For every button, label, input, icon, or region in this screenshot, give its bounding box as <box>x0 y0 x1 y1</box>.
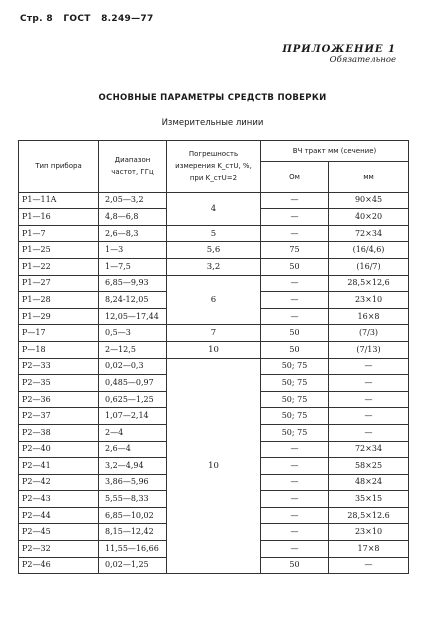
frequency-range-cell: 8,15—12,42 <box>99 524 167 541</box>
device-type-cell: P2—43 <box>19 491 99 508</box>
measurement-error-cell: 10 <box>167 341 261 358</box>
frequency-range-cell: 3,2—4,94 <box>99 458 167 475</box>
page-header <box>20 14 161 24</box>
frequency-range-cell: 2,6—8,3 <box>99 225 167 242</box>
mm-cell: 90×45 <box>329 192 409 209</box>
mm-cell: (7/3) <box>329 325 409 342</box>
device-type-cell: P2—32 <box>19 541 99 558</box>
mm-cell: 17×8 <box>329 541 409 558</box>
frequency-range-cell: 3,86—5,96 <box>99 474 167 491</box>
device-type-cell: P2—38 <box>19 424 99 441</box>
mm-cell: 48×24 <box>329 474 409 491</box>
frequency-range-cell: 11,55—16,66 <box>99 541 167 558</box>
mm-cell: 28,5×12,6 <box>329 275 409 292</box>
device-type-cell: P—17 <box>19 325 99 342</box>
device-type-cell: P1—28 <box>19 292 99 309</box>
mm-cell: 23×10 <box>329 524 409 541</box>
mm-cell: — <box>329 408 409 425</box>
mm-cell: — <box>329 391 409 408</box>
ohm-cell: — <box>261 292 329 309</box>
frequency-range-cell: 6,85—10,02 <box>99 507 167 524</box>
device-type-cell: P2—33 <box>19 358 99 375</box>
measurement-error-cell: 6 <box>167 275 261 325</box>
ohm-cell: — <box>261 541 329 558</box>
table-row <box>19 192 409 209</box>
measurement-error-cell: 3,2 <box>167 258 261 275</box>
table-row <box>19 258 409 275</box>
device-type-cell: P2—41 <box>19 458 99 475</box>
table-row <box>19 325 409 342</box>
device-type-cell: P2—40 <box>19 441 99 458</box>
ohm-cell: — <box>261 441 329 458</box>
ohm-cell: 50 <box>261 325 329 342</box>
mm-cell: — <box>329 557 409 574</box>
device-type-cell: P2—36 <box>19 391 99 408</box>
table-row <box>19 242 409 259</box>
device-type-cell: P1—27 <box>19 275 99 292</box>
measurement-error-cell: 5 <box>167 225 261 242</box>
device-type-cell: P—18 <box>19 341 99 358</box>
measurement-error-cell: 10 <box>167 358 261 574</box>
frequency-range-cell: 2,05—3,2 <box>99 192 167 209</box>
device-type-cell: P1—11A <box>19 192 99 209</box>
mm-cell: (16/4,6) <box>329 242 409 259</box>
frequency-range-cell: 0,485—0,97 <box>99 375 167 392</box>
mm-cell: 23×10 <box>329 292 409 309</box>
ohm-cell: — <box>261 458 329 475</box>
frequency-range-cell: 0,5—3 <box>99 325 167 342</box>
mm-cell: (16/7) <box>329 258 409 275</box>
appendix-title: ПРИЛОЖЕНИЕ 1 <box>282 44 396 55</box>
ohm-cell: 50 <box>261 341 329 358</box>
section-subtitle: Измерительные линии <box>161 118 264 128</box>
measurement-error-cell: 4 <box>167 192 261 225</box>
document-title: ОСНОВНЫЕ ПАРАМЕТРЫ СРЕДСТВ ПОВЕРКИ <box>98 93 327 103</box>
header-rf-path: ВЧ тракт мм (сечение) <box>261 141 409 162</box>
device-type-cell: P1—16 <box>19 209 99 226</box>
appendix-subtitle: Обязательное <box>329 55 396 65</box>
device-type-cell: P2—44 <box>19 507 99 524</box>
device-type-cell: P1—25 <box>19 242 99 259</box>
mm-cell: 58×25 <box>329 458 409 475</box>
header-ohm: Ом <box>261 161 329 192</box>
frequency-range-cell: 1—3 <box>99 242 167 259</box>
device-type-cell: P1—22 <box>19 258 99 275</box>
header-device-type: Тип прибора <box>19 141 99 193</box>
ohm-cell: 75 <box>261 242 329 259</box>
frequency-range-cell: 0,02—0,3 <box>99 358 167 375</box>
measurement-error-cell: 5,6 <box>167 242 261 259</box>
frequency-range-cell: 1,07—2,14 <box>99 408 167 425</box>
mm-cell: — <box>329 358 409 375</box>
table-row <box>19 358 409 375</box>
ohm-cell: 50; 75 <box>261 358 329 375</box>
ohm-cell: 50 <box>261 258 329 275</box>
standard-number: 8.249—77 <box>101 14 154 24</box>
ohm-cell: — <box>261 275 329 292</box>
frequency-range-cell: 12,05—17,44 <box>99 308 167 325</box>
standard-label: ГОСТ <box>63 14 91 24</box>
header-frequency-range: Диапазон частот, ГГц <box>99 141 167 193</box>
ohm-cell: 50 <box>261 557 329 574</box>
mm-cell: 35×15 <box>329 491 409 508</box>
ohm-cell: 50; 75 <box>261 408 329 425</box>
frequency-range-cell: 4,8—6,8 <box>99 209 167 226</box>
device-type-cell: P2—35 <box>19 375 99 392</box>
mm-cell: 72×34 <box>329 225 409 242</box>
table-row <box>19 275 409 292</box>
table-body <box>19 192 409 574</box>
frequency-range-cell: 8,24-12,05 <box>99 292 167 309</box>
mm-cell: 16×8 <box>329 308 409 325</box>
ohm-cell: — <box>261 225 329 242</box>
measurement-error-cell: 7 <box>167 325 261 342</box>
ohm-cell: — <box>261 491 329 508</box>
device-type-cell: P2—45 <box>19 524 99 541</box>
frequency-range-cell: 2—4 <box>99 424 167 441</box>
appendix-block <box>282 44 396 65</box>
ohm-cell: — <box>261 308 329 325</box>
frequency-range-cell: 2—12,5 <box>99 341 167 358</box>
device-type-cell: P2—37 <box>19 408 99 425</box>
device-type-cell: P1—29 <box>19 308 99 325</box>
frequency-range-cell: 2,6—4 <box>99 441 167 458</box>
mm-cell: — <box>329 424 409 441</box>
parameters-table <box>18 140 409 574</box>
ohm-cell: — <box>261 474 329 491</box>
frequency-range-cell: 1—7,5 <box>99 258 167 275</box>
header-mm: мм <box>329 161 409 192</box>
device-type-cell: P2—46 <box>19 557 99 574</box>
mm-cell: 40×20 <box>329 209 409 226</box>
mm-cell: 72×34 <box>329 441 409 458</box>
ohm-cell: 50; 75 <box>261 424 329 441</box>
table-row <box>19 225 409 242</box>
ohm-cell: — <box>261 524 329 541</box>
ohm-cell: — <box>261 192 329 209</box>
ohm-cell: — <box>261 507 329 524</box>
frequency-range-cell: 6,85—9,93 <box>99 275 167 292</box>
frequency-range-cell: 0,02—1,25 <box>99 557 167 574</box>
frequency-range-cell: 0,625—1,25 <box>99 391 167 408</box>
device-type-cell: P2—42 <box>19 474 99 491</box>
ohm-cell: — <box>261 209 329 226</box>
mm-cell: — <box>329 375 409 392</box>
mm-cell: (7/13) <box>329 341 409 358</box>
device-type-cell: P1—7 <box>19 225 99 242</box>
ohm-cell: 50; 75 <box>261 375 329 392</box>
page-number: Стр. 8 <box>20 14 53 24</box>
frequency-range-cell: 5,55—8,33 <box>99 491 167 508</box>
ohm-cell: 50; 75 <box>261 391 329 408</box>
mm-cell: 28,5×12.6 <box>329 507 409 524</box>
table-row <box>19 341 409 358</box>
header-measurement-error: Погрешность измерения K_стU, %, при K_стU=2 <box>167 141 261 193</box>
